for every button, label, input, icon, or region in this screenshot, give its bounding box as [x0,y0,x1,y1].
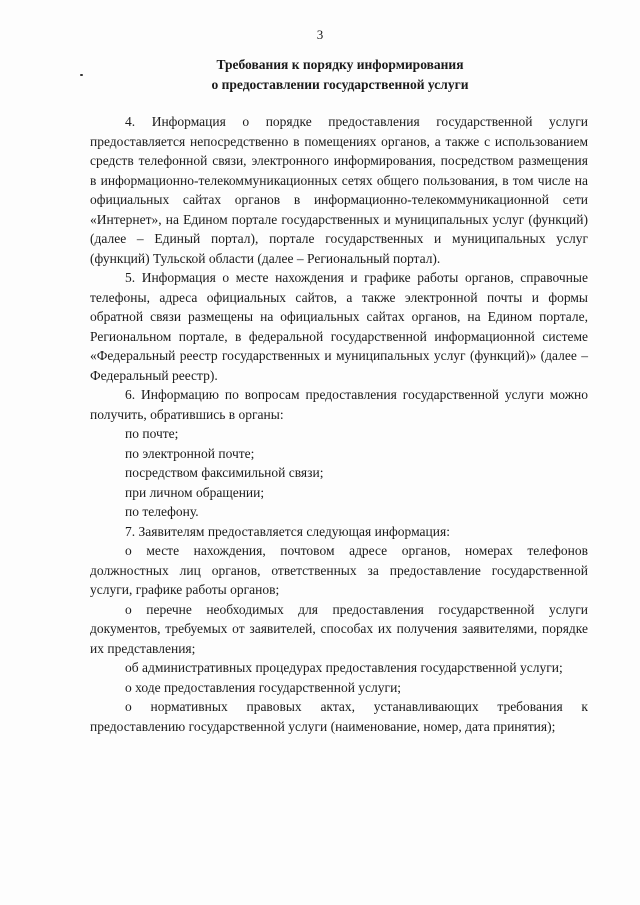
information-item: о перечне необходимых для предоставления государственной услуги документов, требуемых от заявителей, способах их получения заявителями, порядке их представления; [90,601,588,656]
section-title-line-1: Требования к порядку информирования [216,57,464,72]
information-item: о ходе предоставления государственной услуги; [125,679,402,695]
contact-method-item: посредством факсимильной связи; [125,465,324,480]
paragraph-4: 4. Информация о порядке предоставления государственной услуги предоставляется непосредственно в помещениях органов, а также с использованием средств телефонной связи, электронного информирования, посредством размещения в информационно-телекоммуникационных сетях общего пользования, в том числе на официальных сайтах органов в информационно-телекоммуникационной сети «Интернет», на Едином портале государственных и муниципальных услуг (функций) (далее – Единый портал), портале государственных и муниципальных услуг (функций) Тульской области (далее – Региональный портал). [90,114,588,266]
contact-method-item: по электронной почте; [125,445,255,461]
paragraph-7: 7. Заявителям предоставляется следующая информация: [125,523,450,539]
paragraph-6: 6. Информацию по вопросам предоставления государственной услуги можно получить, обратившись в органы: [90,387,588,422]
information-item: об административных процедурах предоставления государственной услуги; [125,660,563,675]
page-number: 3 [316,27,324,42]
paragraph-5: 5. Информация о месте нахождения и графике работы органов, справочные телефоны, адреса официальных сайтов, а также электронной почты и формы обратной связи размещены на официальных сайтах органов, на Едином портале, Региональном портале, в федеральной государственной информационной системе «Федеральный реестр государственных и муниципальных услуг (функций)» (далее – Федеральный реестр). [90,270,588,383]
information-item: о нормативных правовых актах, устанавливающих требования к предоставлению государственной услуги (наименование, номер, дата принятия); [90,699,588,734]
information-item: о месте нахождения, почтовом адресе органов, номерах телефонов должностных лиц органов, ответственных за предоставление государственной услуги, графике работы органов; [90,543,588,597]
document-body [90,112,588,736]
contact-method-item: по почте; [125,426,179,441]
contact-method-item: при личном обращении; [125,484,265,500]
section-title [150,55,530,95]
scan-artifact [80,74,83,76]
contact-method-item: по телефону. [125,504,199,519]
section-title-line-2: о предоставлении государственной услуги [211,77,469,92]
